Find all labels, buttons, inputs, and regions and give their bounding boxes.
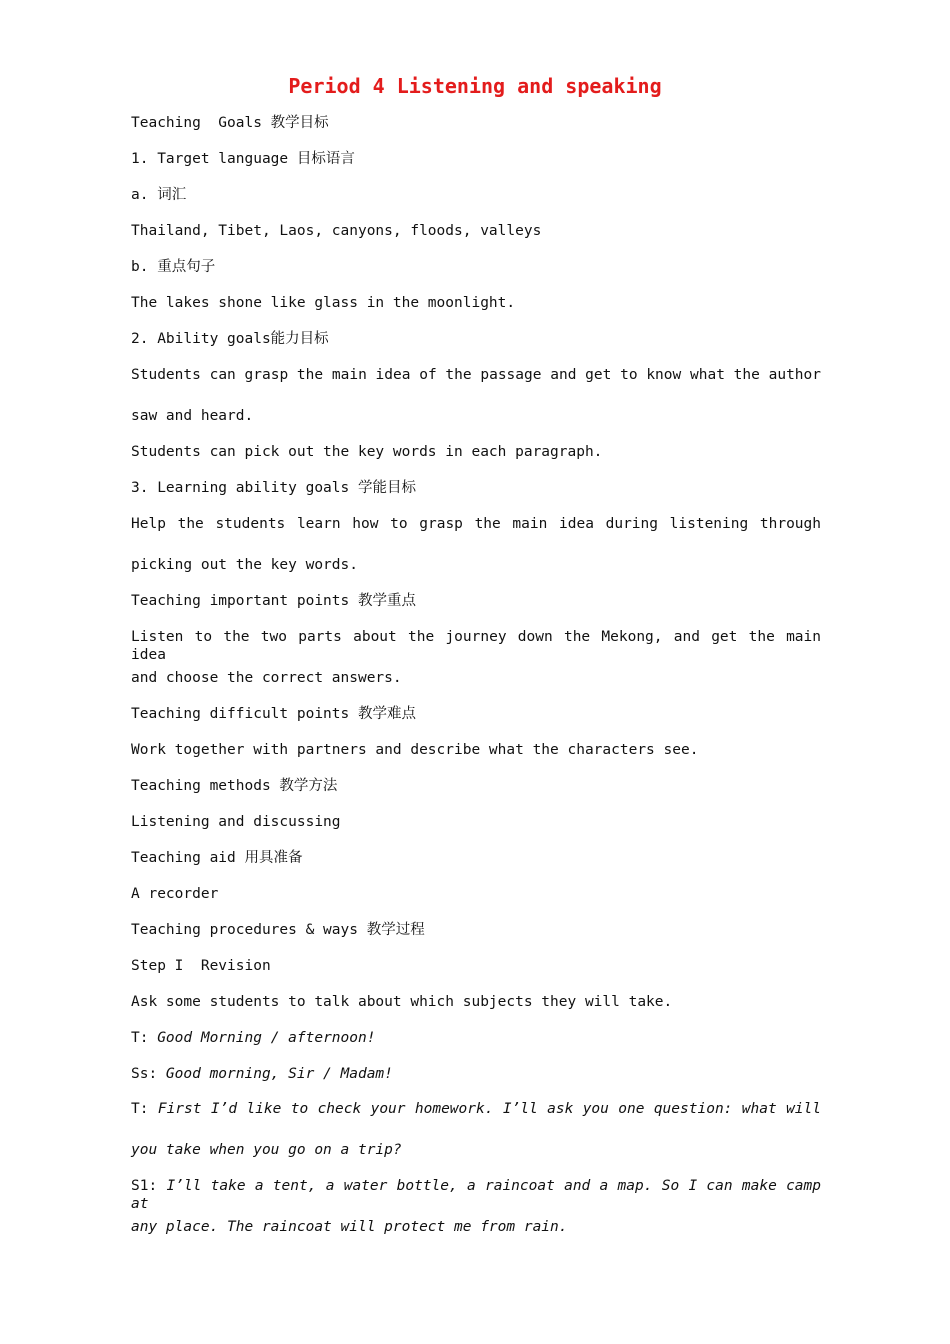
difficult-points-heading: Teaching difficult points 教学难点 — [131, 706, 416, 722]
learning-ability-text: Help the students learn how to grasp the main idea during listening through — [131, 516, 821, 532]
teaching-aid-text: A recorder — [131, 886, 219, 902]
teaching-aid-heading: Teaching aid 用具准备 — [131, 850, 303, 866]
ability-goals-heading: 2. Ability goals能力目标 — [131, 331, 329, 347]
important-points-text: Listen to the two parts about the journey down the Mekong, and get the main idea — [131, 629, 821, 663]
dialogue-line-cont — [131, 1218, 821, 1236]
dialogue-line-cont — [131, 1141, 821, 1159]
dialogue-text: you take when you go on a trip? — [131, 1142, 402, 1158]
speaker-label: Ss: — [131, 1066, 166, 1082]
important-points-heading: Teaching important points 教学重点 — [131, 593, 416, 609]
dialogue-text: any place. The raincoat will protect me from rain. — [131, 1219, 568, 1235]
vocabulary-list: Thailand, Tibet, Laos, canyons, floods, valleys — [131, 223, 542, 239]
key-sentence: The lakes shone like glass in the moonlight. — [131, 295, 516, 311]
difficult-points-text: Work together with partners and describe what the characters see. — [131, 742, 699, 758]
page-title: Period 4 Listening and speaking — [288, 74, 662, 98]
procedures-heading: Teaching procedures & ways 教学过程 — [131, 922, 425, 938]
dialogue-line — [131, 1100, 821, 1118]
dialogue-text: Good morning, Sir / Madam! — [165, 1066, 393, 1082]
speaker-label: S1: — [131, 1178, 167, 1194]
speaker-label: T: — [131, 1101, 158, 1117]
dialogue-text: First I’d like to check your homework. I’ll ask you one question: what will — [157, 1101, 821, 1117]
teaching-methods-text: Listening and discussing — [131, 814, 341, 830]
ability-goal-text-cont: saw and heard. — [131, 408, 254, 424]
learning-ability-goals-heading: 3. Learning ability goals 学能目标 — [131, 480, 416, 496]
target-language-heading: 1. Target language 目标语言 — [131, 151, 355, 167]
dialogue-line — [131, 1177, 821, 1213]
learning-ability-text-cont: picking out the key words. — [131, 557, 358, 573]
dialogue-text: Good Morning / afternoon! — [157, 1030, 376, 1046]
speaker-label: T: — [131, 1030, 158, 1046]
teaching-goals-heading: Teaching Goals 教学目标 — [131, 115, 329, 131]
dialogue-line — [131, 1065, 821, 1083]
ability-goal-text: Students can grasp the main idea of the passage and get to know what the author — [131, 367, 821, 383]
teaching-methods-heading: Teaching methods 教学方法 — [131, 778, 338, 794]
vocabulary-heading: a. 词汇 — [131, 187, 187, 203]
important-points-text-cont: and choose the correct answers. — [131, 670, 402, 686]
ability-goal-text-2: Students can pick out the key words in each paragraph. — [131, 444, 603, 460]
step-instruction: Ask some students to talk about which subjects they will take. — [131, 994, 673, 1010]
dialogue-text: I’ll take a tent, a water bottle, a raincoat and a map. So I can make camp at — [131, 1178, 821, 1212]
key-sentences-heading: b. 重点句子 — [131, 259, 216, 275]
dialogue-line — [131, 1029, 821, 1047]
step-heading: Step I Revision — [131, 958, 271, 974]
